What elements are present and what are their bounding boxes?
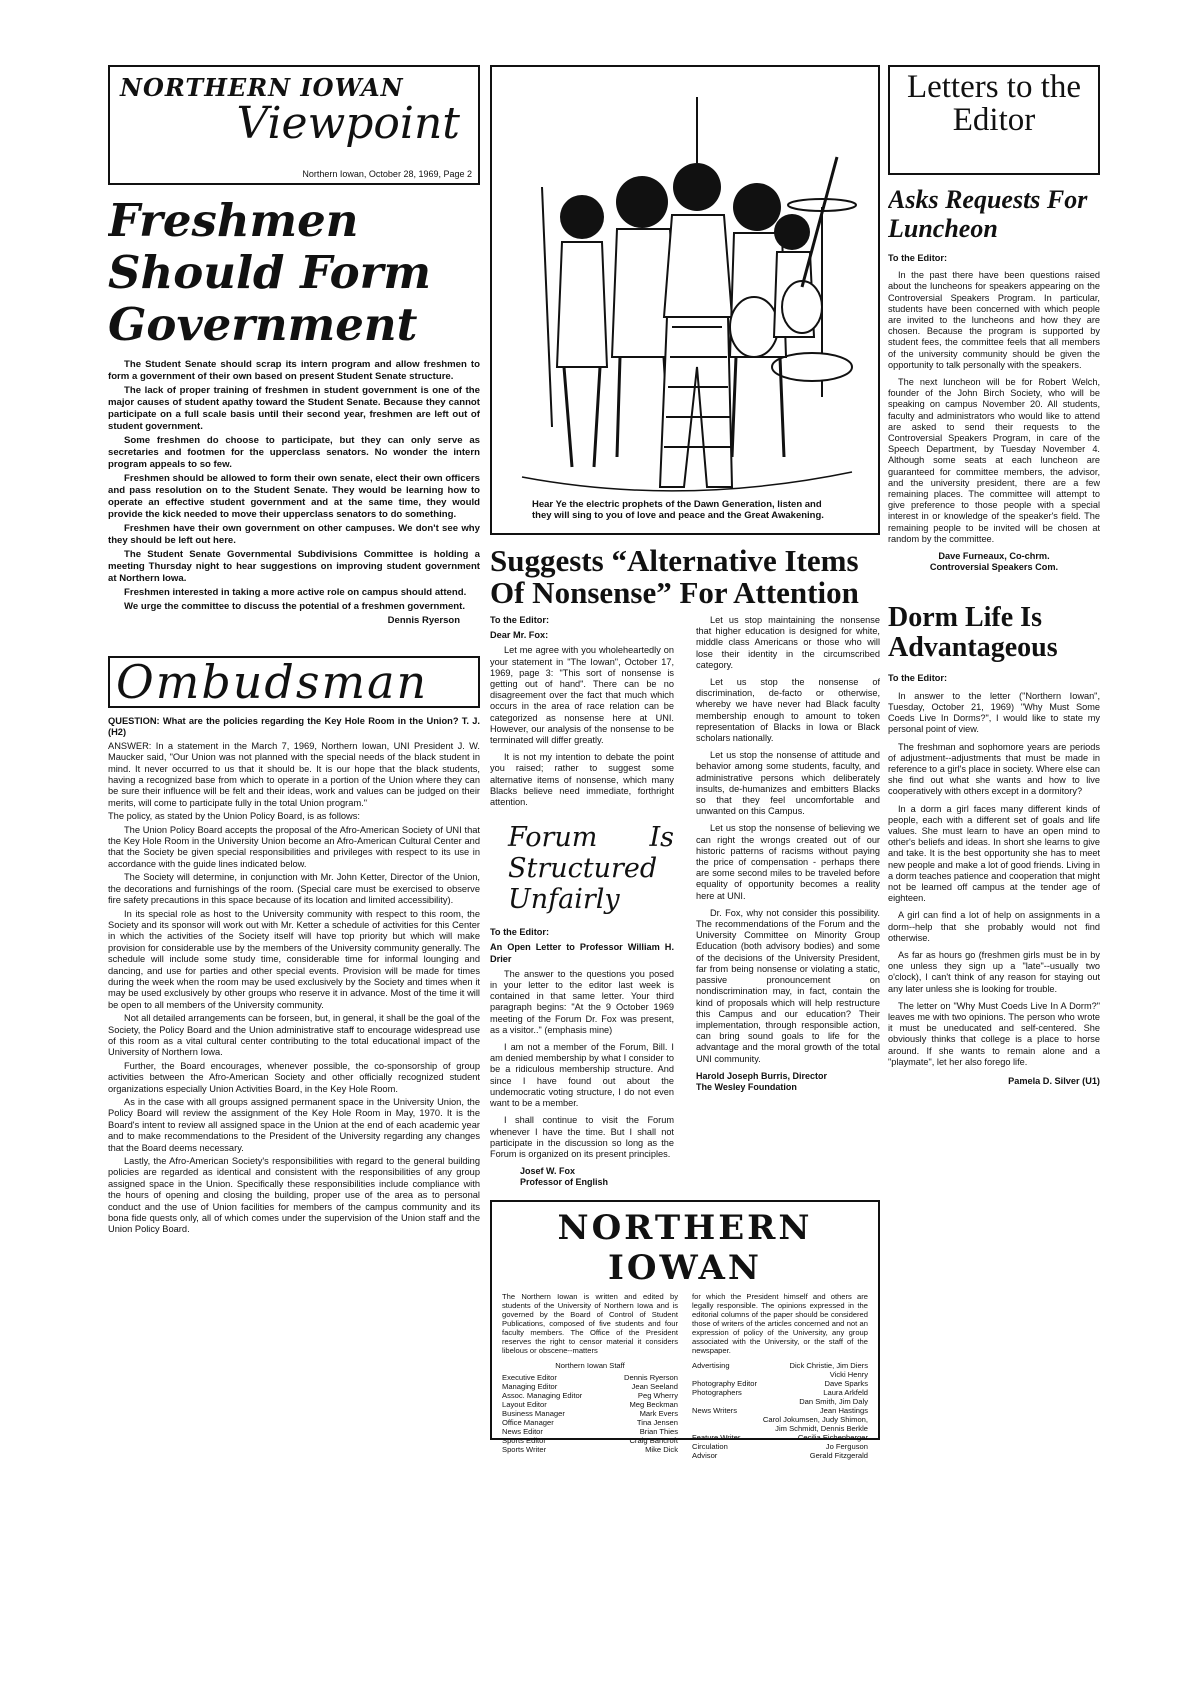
luncheon-letter [888, 253, 1100, 573]
nonsense-signature-name: Harold Joseph Burris, Director [696, 1070, 828, 1081]
nonsense-headline: Suggests “Alternative Items Of Nonsense” For Attention [490, 543, 859, 610]
left-column [108, 65, 480, 1630]
nonsense-paragraph: Let us stop maintaining the nonsense that higher education is designed for white, middle class Americans or those who will lose their identity in the circumscribed category. [696, 615, 880, 670]
ombudsman-paragraph: As in the case with all groups assigned permanent space in the University Union, the Policy Board will review the assignment of the Key Hole Room in May, 1970. It is the Board's intent to review all assigned space in the Union at the end of each academic year and to make recommendations to the President of the University regarding any changes that the Board deems necessary. [108, 1097, 480, 1153]
right-column [888, 65, 1100, 1630]
editorial-headline: Freshmen Should Form Government [108, 194, 431, 351]
forum-subhead: An Open Letter to Professor William H. Drier [490, 942, 674, 964]
editorial-paragraph: Freshmen should be allowed to form their own senate, elect their own officers and pass resolution on to the Student Senate. They would be learning how to operate an effective student government and at the same time, they would provide the kick needed to move their upperclass senators to do something. [108, 473, 480, 520]
staff-row: Assoc. Managing Editor Peg Wherry [502, 1391, 678, 1401]
forum-headline: Forum Is Structured Unfairly [508, 822, 674, 916]
luncheon-signature-name: Dave Furneaux, Co-chrm. [938, 551, 1050, 562]
ombudsman-paragraph: Further, the Board encourages, whenever possible, the co-sponsorship of group activities between the Afro-American Society and other officially recognized student organizations especially Union Activities Board, in the Key Hole Room. [108, 1060, 480, 1094]
dorm-headline: Dorm Life Is Advantageous [888, 602, 1058, 664]
letters-two-column [490, 615, 880, 1188]
masthead-dateline: Northern Iowan, October 28, 1969, Page 2 [302, 169, 472, 179]
editorial-paragraph: Some freshmen do choose to participate, but they can only serve as secretaries and footmen for the upperclass senators. No wonder the intern program appeals to so few. [108, 435, 480, 470]
dorm-paragraph: A girl can find a lot of help on assignments in a dorm--help that she probably would not find otherwise. [888, 910, 1100, 943]
editorial-paragraph: Freshmen have their own government on other campuses. We don't see why they should be left out here. [108, 523, 480, 546]
staff-heading: Northern Iowan Staff [555, 1361, 625, 1371]
staff-row: Feature Writer Cecilia Eichenberger [692, 1433, 868, 1443]
luncheon-to: To the Editor: [888, 253, 948, 263]
forum-paragraph: I shall continue to visit the Forum whenever I have the time. But I shall not participate in the discussion so long as the Forum is organized on its present principles. [490, 1115, 674, 1159]
dorm-signature: Pamela D. Silver (U1) [1008, 1075, 1100, 1086]
staff-row: Advertising Dick Christie, Jim Diers [692, 1361, 868, 1371]
ombudsman-body [108, 716, 480, 1236]
forum-paragraph: I am not a member of the Forum, Bill. I am denied membership by what I consider to be a ridiculous membership structure. And since I have found out about the undemocratic voting structure, I do not even want to be a member. [490, 1042, 674, 1109]
statement-right: for which the President himself and others are legally responsible. The opinions expressed in the editorial columns of the paper should be considered those of writers of the articles concerned and not an expression of policy of the University, any group associated with the University, or the staff of the newspaper. [692, 1292, 868, 1356]
ombudsman-banner [108, 656, 480, 708]
staff-list-left [502, 1355, 678, 1460]
middle-column [490, 65, 880, 1630]
dorm-paragraph: The letter on "Why Must Coeds Live In A Dorm?" leaves me with two opinions. The person who wrote it must be uneducated and self-centered. She obviously thinks that college is a place to horse around. If she wants to remain alone and a "playmate", let her also forego life. [888, 1000, 1100, 1067]
staff-row: Jim Schmidt, Dennis Berkle [775, 1424, 868, 1434]
ombudsman-paragraph: Lastly, the Afro-American Society's responsibilities with regard to the general building policies are regarded as identical and consistent with the responsibilities of any group assigned space in the Union. Specifically these responsibilities include compliance with the hours of opening and closing the building, proper use of the area as to personal conduct and the use of Union facilities for members of the campus community and its bona fide quests only, all of which comes under the supervision of the Union staff and the Union Policy Board. [108, 1156, 480, 1235]
staff-row: Circulation Jo Ferguson [692, 1442, 868, 1452]
staff-list-right [692, 1355, 868, 1460]
ombudsman-paragraph: Not all detailed arrangements can be forseen, but, in general, it shall be the goal of the Society, the Policy Board and the Union administrative staff to encourage widespread use of this room as a vital cultural center contributing to the total educational impact of the University of Northern Iowa. [108, 1013, 480, 1058]
letters-banner-title: Letters to the Editor [906, 69, 1082, 138]
staff-listing [502, 1355, 868, 1460]
nonsense-paragraph: Let us stop the nonsense of discrimination, de-facto or otherwise, whereby we have never had Black faculty membership enough to amount to token representation of Blacks in Iowa or Black scholars nationally. [696, 677, 880, 744]
staff-row: Managing Editor Jean Seeland [502, 1382, 678, 1392]
staff-row: Layout Editor Meg Beckman [502, 1400, 678, 1410]
dorm-paragraph: The freshman and sophomore years are periods of adjustment--adjustments that must be made in reference to a girl's place in society. Where else can she find out what she wants and how to live cooperatively with others except in a dormitory? [888, 741, 1100, 797]
editorial-body [108, 359, 480, 613]
dorm-letter [888, 673, 1100, 1087]
dorm-paragraph: In answer to the letter ("Northern Iowan", Tuesday, October 21, 1969) "Why Must Some Coeds Live In Dorms?", I would like to state my personal point of view. [888, 690, 1100, 735]
nonsense-paragraph: Dr. Fox, why not consider this possibility. The recommendations of the Forum and the University Committee on Minority Group Education (both advisory bodies) and some of the decisions of the University President, far from being nonsense or violating a static, passive pronouncement on nondiscrimination may, in fact, contain the kind of proposals which will help restructure this Campus and our education? Their implementation, through responsible action, can bring sound goals to life for the advantage and the moral growth of the total UNI community. [696, 907, 880, 1064]
staff-box-statement [502, 1292, 868, 1355]
forum-signature-title: Professor of English [520, 1177, 609, 1188]
forum-paragraph: The answer to the questions you posed in your letter to the editor last week is contained in that same letter. Your third paragraph begins: "At the 9 October 1969 meeting of the Forum Dr. Fox was present, as a visitor.." (emphasis mine) [490, 968, 674, 1035]
band-drawing [492, 67, 878, 533]
viewpoint-masthead [108, 65, 480, 185]
staff-row: Advisor Gerald Fitzgerald [692, 1451, 868, 1461]
forum-signature-name: Josef W. Fox [520, 1166, 576, 1177]
letters-subcolumn-right [696, 615, 880, 1188]
nonsense-paragraph: Let me agree with you wholeheartedly on your statement in "The Iowan", October 17, 1969, page 3: "This sort of nonsense is getting out of hand". There can be no disagreement over the fact that much which occurs in the area of race relation can be categorized as nonsense here at UNI. However, our analysis of the nonsense to be terminated will differ greatly. [490, 645, 674, 746]
luncheon-signature-title: Controversial Speakers Com. [929, 562, 1059, 573]
ombudsman-title: Ombudsman [116, 655, 429, 709]
dorm-paragraph: As far as hours go (freshmen girls must be in by one unless they sign up a "late"--usually two o'clock), I can't think of any reason for staying out any later unless she is looking for trouble. [888, 949, 1100, 994]
masthead-section-title: Viewpoint [236, 98, 460, 149]
forum-to: To the Editor: [490, 927, 550, 938]
luncheon-paragraph: In the past there have been questions raised about the luncheons for speakers appearing on the Controversial Speakers Program. In particular, students have been concerned with which people are invited to the luncheons and how they are chosen. Because the program is supported by student fees, the committee feels that all members of the university community should be given the opportunity to talk personally with the speakers. [888, 270, 1100, 370]
staff-box-title: NORTHERN IOWAN [557, 1208, 813, 1289]
nonsense-paragraph: Let us stop the nonsense of believing we can right the wrongs created out of our historic patterns of racisms without paying the price of compensation - perhaps there are some second miles to be traveled before equality of opportunity becomes a reality here at UNI. [696, 823, 880, 901]
dorm-to: To the Editor: [888, 673, 948, 684]
staff-row: News Editor Brian Thies [502, 1427, 678, 1437]
ombudsman-paragraph: ANSWER: In a statement in the March 7, 1969, Northern Iowan, UNI President J. W. Maucker said, "Our Union was not planned with the special needs of the black student in mind. It never occurred to us that it should be. It is our hope that the black students, having a recognized base from which to operate in a portion of the Union where they can be sure their influence will be felt and their ideas, work and values can be judged on their merits, will come to participate fully in the total Union program." [108, 740, 480, 808]
letters-to-editor-banner [888, 65, 1100, 175]
staff-box [490, 1200, 880, 1461]
staff-row: Dan Smith, Jim Daly [799, 1397, 868, 1407]
staff-row: Executive Editor Dennis Ryerson [502, 1373, 678, 1383]
letters-subcolumn-left [490, 615, 674, 1188]
dorm-paragraph: In a dorm a girl faces many different kinds of people, each with a different set of goals and life values. She must learn to have an open mind to other's beliefs and ideas. In short she learns to give and take. It is the best opportunity she has to meet new people and make a lot of good friends. Living in a dorm teaches patience and cooperation that might not be learned off campus at the tender age of eighteen. [888, 803, 1100, 904]
staff-row: Photography Editor Dave Sparks [692, 1379, 868, 1389]
staff-row: News Writers Jean Hastings [692, 1406, 868, 1416]
staff-row: Carol Jokumsen, Judy Shimon, [762, 1415, 868, 1425]
editorial-paragraph: We urge the committee to discuss the potential of a freshmen government. [124, 601, 465, 612]
illustration-caption: Hear Ye the electric prophets of the Dawn Generation, listen and they will sing to you of love and peace and the Great Awakening. [532, 499, 824, 521]
ombudsman-question: QUESTION: What are the policies regarding the Key Hole Room in the Union? T. J. (H2) [108, 716, 480, 738]
nonsense-signature-title: The Wesley Foundation [696, 1081, 797, 1092]
masthead-paper-name: NORTHERN IOWAN [120, 73, 404, 102]
luncheon-headline: Asks Requests For Luncheon [888, 185, 1088, 243]
nonsense-salutation: Dear Mr. Fox: [490, 630, 549, 641]
ombudsman-paragraph: The Society will determine, in conjunction with Mr. John Ketter, Director of the Union, the decorations and furnishings of the room. (Special care must be exercised to observe fire safety precautions in this space because of its location and limited accessibility). [108, 872, 480, 906]
nonsense-to: To the Editor: [490, 615, 550, 625]
staff-row: Sports Editor Craig Bancroft [502, 1436, 678, 1446]
staff-row: Photographers Laura Arkfeld [692, 1388, 868, 1398]
editorial-paragraph: The Student Senate should scrap its intern program and allow freshmen to form a government of their own based on present Student Senate structure. [108, 359, 480, 382]
editorial-paragraph: The lack of proper training of freshmen in student government is one of the major causes of student apathy toward the Student Senate. Because they cannot participate on a full scale basis until their second year, freshmen are left out of student government. [108, 385, 480, 432]
editorial-paragraph: Freshmen interested in taking a more active role on campus should attend. [124, 587, 467, 598]
band-illustration [490, 65, 880, 535]
ombudsman-paragraph: The policy, as stated by the Union Policy Board, is as follows: [108, 811, 360, 822]
staff-row: Office Manager Tina Jensen [502, 1418, 678, 1428]
staff-row: Business Manager Mark Evers [502, 1409, 678, 1419]
nonsense-paragraph: Let us stop the nonsense of attitude and behavior among some students, faculty, and administrative persons which deliberately insults, de-humanizes and embitters Blacks so that they feel uncomfortable and unwanted on this Campus. [696, 750, 880, 817]
ombudsman-paragraph: In its special role as host to the University community with respect to this room, the Society and its sponsor will work out with Mr. Ketter a schedule of activities for this Center in which the activities of the Society itself will have top priority but which will make provision for considerable use by the members of the University community generally. The schedule will include some study time, considerable time for informal lounging and dancing, and use for parties and other special events. Provision will be made for times during the week when the room may be used exclusively by the Society and times when it may be used exclusively by other groups who reserve it in advance. Most of the time it will be open to all members of the University community. [108, 908, 480, 1010]
nonsense-paragraph: It is not my intention to debate the point you raised; rather to suggest some alternative items of nonsense, which many Blacks believe need immediate, forthright attention. [490, 752, 674, 808]
staff-row: Vicki Henry [829, 1370, 868, 1380]
editorial-signature: Dennis Ryerson [387, 615, 460, 626]
luncheon-paragraph: The next luncheon will be for Robert Welch, founder of the John Birch Society, who will be speaking on campus November 20. All students, faculty and administrators who would like to attend are asked to send their requests to the Controversial Speakers Program, in care of the Speech Department, by Tuesday November 4. Although some seats at each luncheon are guaranteed for committee members, the advisor, and the university president, there are a few remaining places. The committee will attempt to give preference to those people with a special interest in or knowledge of the speaker's field. The remaining people to be invited will be chosen at random by the committee. [888, 377, 1100, 544]
staff-row: Sports Writer Mike Dick [502, 1445, 678, 1455]
ombudsman-paragraph: The Union Policy Board accepts the proposal of the Afro-American Society of UNI that the Key Hole Room in the University Union become an Afro-American Cultural Center and that the Society be given special responsibilities and privileges with respect to its use in accordance with the guide lines indicated below. [108, 824, 480, 869]
statement-left: The Northern Iowan is written and edited by students of the University of Northern Iowa and is governed by the Board of Control of Student Publications, composed of five students and four faculty members. The Office of the President reserves the right to censor material it considers libelous or obscene--matters [502, 1292, 678, 1356]
editorial-paragraph: The Student Senate Governmental Subdivisions Committee is holding a meeting Thursday night to hear suggestions on improving student government at Northern Iowa. [108, 549, 480, 584]
